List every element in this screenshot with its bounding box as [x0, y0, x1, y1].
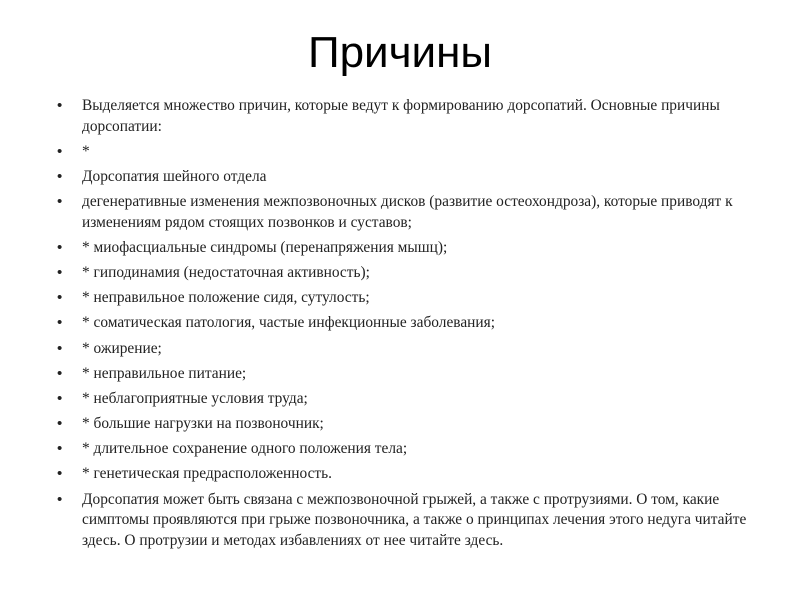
list-item-text: * неправильное положение сидя, сутулость;	[82, 289, 370, 307]
list-item	[57, 238, 757, 259]
list-item-text: * неправильное питание;	[82, 364, 247, 382]
list-item-text: Дорсопатия может быть связана с межпозвоночной грыжей, а также с протрузиями. О том, какие симптомы проявляются при грыже позвоночника, а также о принципах лечения этого недуга читайте здесь. О протрузии и методах избавлениях от нее читайте здесь.	[82, 490, 747, 549]
list-item	[57, 414, 757, 435]
bullet-icon: •	[57, 415, 63, 433]
list-item	[57, 389, 757, 410]
list-item	[57, 263, 757, 284]
list-item-text: * длительное сохранение одного положения тела;	[82, 440, 408, 458]
list-item	[57, 288, 757, 309]
bullet-icon: •	[57, 339, 63, 357]
list-item	[57, 142, 757, 163]
list-item	[57, 167, 757, 188]
bullet-icon: •	[57, 193, 63, 211]
list-item	[57, 490, 757, 552]
list-item	[57, 439, 757, 460]
list-item	[57, 192, 757, 233]
bullet-icon: •	[57, 364, 63, 382]
list-item-text: * соматическая патология, частые инфекционные заболевания;	[82, 314, 496, 332]
list-item-text: * большие нагрузки на позвоночник;	[82, 415, 324, 433]
list-item	[57, 339, 757, 360]
list-item-text: * неблагоприятные условия труда;	[82, 389, 308, 407]
list-item-text: *	[82, 142, 90, 160]
bullet-icon: •	[57, 465, 63, 483]
bullet-icon: •	[57, 263, 63, 281]
list-item	[57, 364, 757, 385]
bullet-icon: •	[57, 314, 63, 332]
bullet-icon: •	[57, 289, 63, 307]
list-item	[57, 464, 757, 485]
list-item-text: Выделяется множество причин, которые ведут к формированию дорсопатий. Основные причины дорсопатии:	[82, 97, 720, 135]
bullet-icon: •	[57, 142, 63, 160]
list-item	[57, 313, 757, 334]
list-item-text: дегенеративные изменения межпозвоночных дисков (развитие остеохондроза), которые приводят к изменениям рядом стоящих позвонков и суставов;	[82, 193, 733, 231]
list-item-text: * гиподинамия (недостаточная активность);	[82, 263, 370, 281]
bullet-icon: •	[57, 490, 63, 508]
bullet-icon: •	[57, 97, 63, 114]
list-item	[57, 96, 757, 137]
list-item-text: Дорсопатия шейного отдела	[82, 167, 267, 185]
slide-title: Причины	[307, 28, 493, 77]
list-item-text: * ожирение;	[82, 339, 162, 357]
list-item-text: * миофасциальные синдромы (перенапряжения мышц);	[82, 238, 448, 256]
list-item-text: * генетическая предрасположенность.	[82, 465, 333, 483]
causes-list	[57, 96, 757, 556]
bullet-icon: •	[57, 238, 63, 256]
bullet-icon: •	[57, 389, 63, 407]
bullet-icon: •	[57, 440, 63, 458]
bullet-icon: •	[57, 167, 63, 185]
